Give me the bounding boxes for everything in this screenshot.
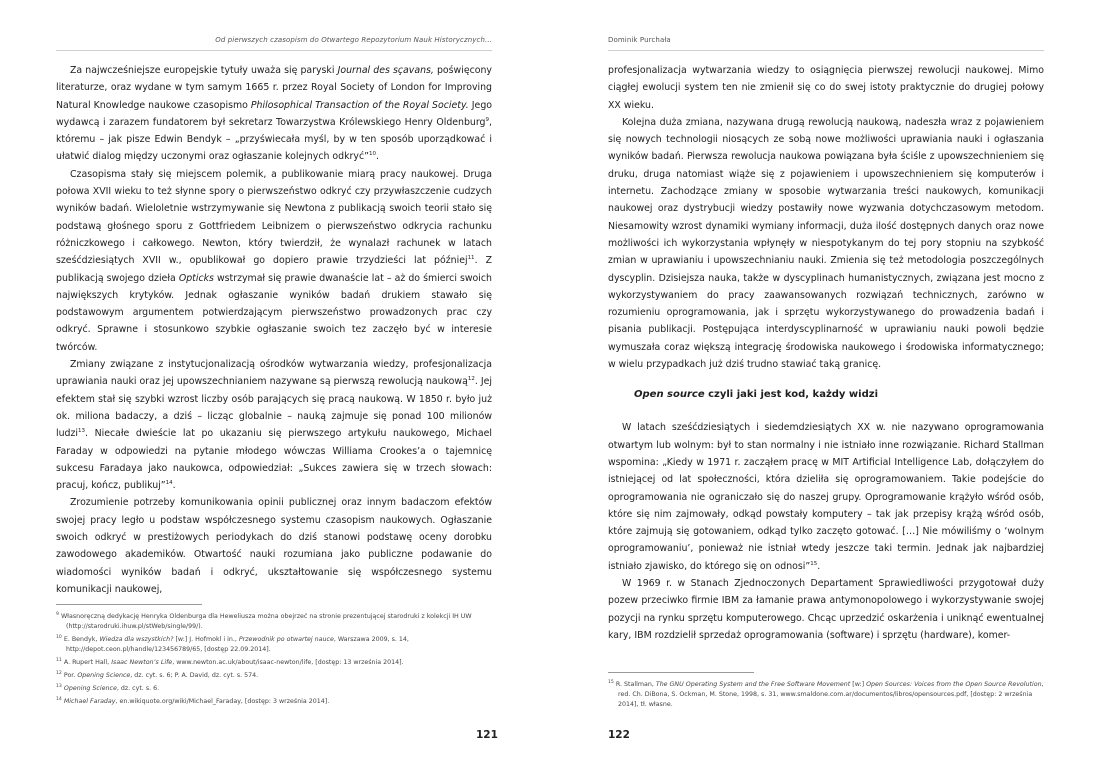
footnote-ref: 10: [368, 151, 376, 158]
paragraph: Zrozumienie potrzeby komunikowania opinii publicznej oraz innym badaczom efektów swojej pracy legło u podstaw współczesnego systemu czasopism naukowych. Ogłaszanie swoich odkryć w prestiżowych periodykach do dziś stanowi podstawę oceny dorobku zawodowego akademików. Otwartość nauki rozumiana jako publiczne podawanie do wiadomości wyników badań i odkryć, ukształtowanie się współczesnego systemu komunikacji naukowej,: [56, 497, 492, 595]
paragraph: W latach sześćdziesiątych i siedemdziesiątych XX w. nie nazywano oprogramowania otwartym lub wolnym: był to stan normalny i nie istniało inne rozwiązanie. Richard Stallman wspomina: „Kiedy w 1971 r. zacząłem pracę w MIT Artificial Intelligence Lab, dołączyłem do istniejącej od lat społeczności, która dzieliła się oprogramowaniem. Takie podejście do oprogramowania nie ograniczało się do naszej grupy. Oprogramowanie krążyło wśród osób, które się nim zajmowały, odkąd powstały komputery – tak jak przepisy krążą wśród osób, które zajmują się gotowaniem, odkąd tylko zaczęto gotować. […] Nie mówiliśmy o ‘wolnym oprogramowaniu’, ponieważ nie istniał wtedy jeszcze taki termin. Jednak jak najbardziej istniało zjawisko, do którego się on odnosi”$^{15}$.: [608, 422, 1044, 572]
footnote: $^{15}$ R. Stallman, The GNU Operating System and the Free Software Movement [w:] Open Sources: Voices from the Open Source Revolution, red. Ch. DiBona, S. Ockman, M. Stone, 1998, s. 31, www.smaldone.com.ar/documentos/libros/opensources.pdf, [dostęp: 2 września 2014], tł. własne.: [608, 680, 1044, 709]
footnotes-right: [608, 672, 1044, 711]
paragraph: Za najwcześniejsze europejskie tytuły uważa się paryski Journal des sçavans, poświęcony literaturze, oraz wydane w tym samym 1665 r. przez Royal Society of London for Improving Natural Knowledge naukowe czasopismo Philosophical Transaction of the Royal Society. Jego wydawcą i zarazem fundatorem był sekretarz Towarzystwa Królewskiego Henry Oldenburg$^9$, któremu – jak pisze Edwin Bendyk – „przyświecała myśl, by w ten sposób uporządkować i ułatwić dialog między uczonymi oraz ogłaszanie kolejnych odkryć”$^{10}$.: [56, 65, 492, 163]
footnote: $^9$ Własnoręczną dedykację Henryka Oldenburga dla Heweliusza można obejrzeć na stronie prezentującej starodruki z kolekcji IH UW (http://starodruki.ihuw.pl/stWeb/single/99/).: [56, 612, 472, 631]
footnote-divider: [608, 672, 754, 673]
footnote-ref: 15: [810, 560, 818, 567]
paragraph: Czasopisma stały się miejscem polemik, a publikowanie miarą pracy naukowej. Druga połowa XVII wieku to też słynne spory o pierwszeństwo odkryć czy przywłaszczenie cudzych wyników badań. Wieloletnie wstrzymywanie się Newtona z publikacją swoich teorii stało się podstawą głośnego sporu z Gottfriedem Leibnizem o pierwszeństwo odkrycia rachunku różniczkowego i całkowego. Newton, który twierdził, że wynalazł rachunek w latach sześćdziesiątych XVII w., opublikował go dopiero prawie trzydzieści lat później$^{11}$. Z publikacją swojego dzieła Opticks wstrzymał się prawie dwanaście lat – aż do śmierci swoich największych krytyków. Jednak ogłaszanie wyników badań drukiem stawało się podstawowym argumentem potwierdzającym pierwszeństwo prowadzonych prac czy odkryć. Sprawne i stosunkowo szybkie ogłaszanie swoich tez zaczęło być w interesie twórców.: [56, 168, 492, 353]
footnote-ref: 13: [78, 428, 86, 435]
section-heading: Open source czyli jaki jest kod, każdy widzi: [634, 389, 879, 401]
footnote-ref: 14: [165, 480, 173, 486]
footnote: $^{10}$ E. Bendyk, Wiedza dla wszystkich? [w:] J. Hofmokl i in., Przewodnik po otwartej nauce, Warszawa 2009, s. 14, http://depot.ceon.pl/handle/123456789/65, [dostęp 22.09.2014].: [56, 635, 409, 654]
footnotes-left: [56, 604, 492, 709]
running-head-left: Od pierwszych czasopism do Otwartego Repozytorium Nauk Historycznych...: [56, 36, 492, 51]
paragraph: Kolejna duża zmiana, nazywana drugą rewolucją naukową, nadeszła wraz z pojawieniem się nowych technologii niosących ze sobą nowe możliwości uprawiania nauki i ogłaszania wyników badań. Pierwsza rewolucja naukowa powiązana była ściśle z upowszechnieniem się druku, druga natomiast wiąże się z pojawieniem i upowszechnieniem się komputerów i internetu. Zachodzące zmiany w sposobie wytwarzania treści naukowych, komunikacji naukowej oraz dystrybucji wiedzy postawiły nowe wyzwania dotychczasowym metodom. Niesamowity wzrost dynamiki wymiany informacji, duża ilość dostępnych danych oraz nowe możliwości ich wykorzystania wpłynęły w niespotykanym do tej pory stopniu na szybkość zmian w uprawianiu i upowszechnianiu nauki. Zmienia się też metodologia poszczególnych dyscyplin. Dzisiejsza nauka, także w dyscyplinach humanistycznych, związana jest mocno z wykorzystywaniem do pracy zaawansowanych rozwiązań technicznych, zarówno w rozumieniu oprogramowania, jak i sprzętu wykorzystywanego do prowadzenia badań i pisania publikacji. Postępująca interdyscyplinarność w uprawianiu nauki powoli będzie wymuszała coraz większą integrację środowiska naukowego i środowiska informatycznego; w wielu przypadkach już dziś trudno stawiać taką granicę.: [608, 116, 1044, 371]
left-body-text: [56, 62, 492, 598]
paragraph: W 1969 r. w Stanach Zjednoczonych Departament Sprawiedliwości przygotował duży pozew przeciwko firmie IBM za łamanie prawa antymonopolowego i wykorzystywanie swojej pozycji na rynku sprzętu komputerowego. Chcąc uprzedzić oskarżenia i uniknąć ewentualnej kary, IBM rozdzielił sprzedaż oprogramowania (software) i sprzętu (hardware), komer-: [608, 578, 1044, 641]
paragraph: profesjonalizacja wytwarzania wiedzy to osiągnięcia pierwszej rewolucji naukowej. Mimo ciągłej ewolucji system ten nie zmienił się co do swej istoty praktycznie do drugiej połowy XX wieku.: [608, 65, 1044, 111]
page-number-right: 122: [608, 729, 630, 741]
footnote-ref: 12: [467, 376, 475, 383]
footnote: $^{14}$ Michael Faraday, en.wikiquote.org/wiki/Michael_Faraday, [dostęp: 3 września 2014].: [56, 697, 330, 706]
paragraph: Zmiany związane z instytucjonalizacją ośrodków wytwarzania wiedzy, profesjonalizacja uprawiania nauki oraz jej upowszechnianiem nazywane są pierwszą rewolucją naukową$^{12}$. Jej efektem stał się szybki wzrost liczby osób parających się pracą naukową. W 1850 r. było już ok. miliona badaczy, a dziś – licząc globalnie – nauką zajmuje się ponad 100 milionów ludzi$^{13}$. Niecałe dwieście lat po ukazaniu się pierwszego artykułu naukowego, Michael Faraday w odpowiedzi na pytanie młodego wówczas Williama Crookes’a o tajemnicę sukcesu Faradaya jako naukowca, odpowiedział: „Sukces zawiera się w trzech słowach: pracuj, kończ, publikuj”$^{14}$.: [56, 359, 492, 492]
right-body-text: [608, 62, 1044, 644]
right-page: [550, 0, 1100, 778]
footnote: $^{12}$ Por. Opening Science, dz. cyt. s. 6; P. A. David, dz. cyt. s. 574.: [56, 671, 259, 680]
footnote-divider: [56, 604, 202, 605]
footnote-ref: 11: [467, 255, 475, 262]
page-number-left: 121: [476, 729, 498, 741]
running-head-right: Dominik Purchała: [608, 36, 1044, 51]
footnote: $^{11}$ A. Rupert Hall, Isaac Newton’s Life, www.newton.ac.uk/about/isaac-newton/life, [dostęp: 13 września 2014].: [56, 658, 404, 667]
footnote-ref: 9: [485, 116, 490, 123]
footnote: $^{13}$ Opening Science, dz. cyt. s. 6.: [56, 684, 160, 693]
